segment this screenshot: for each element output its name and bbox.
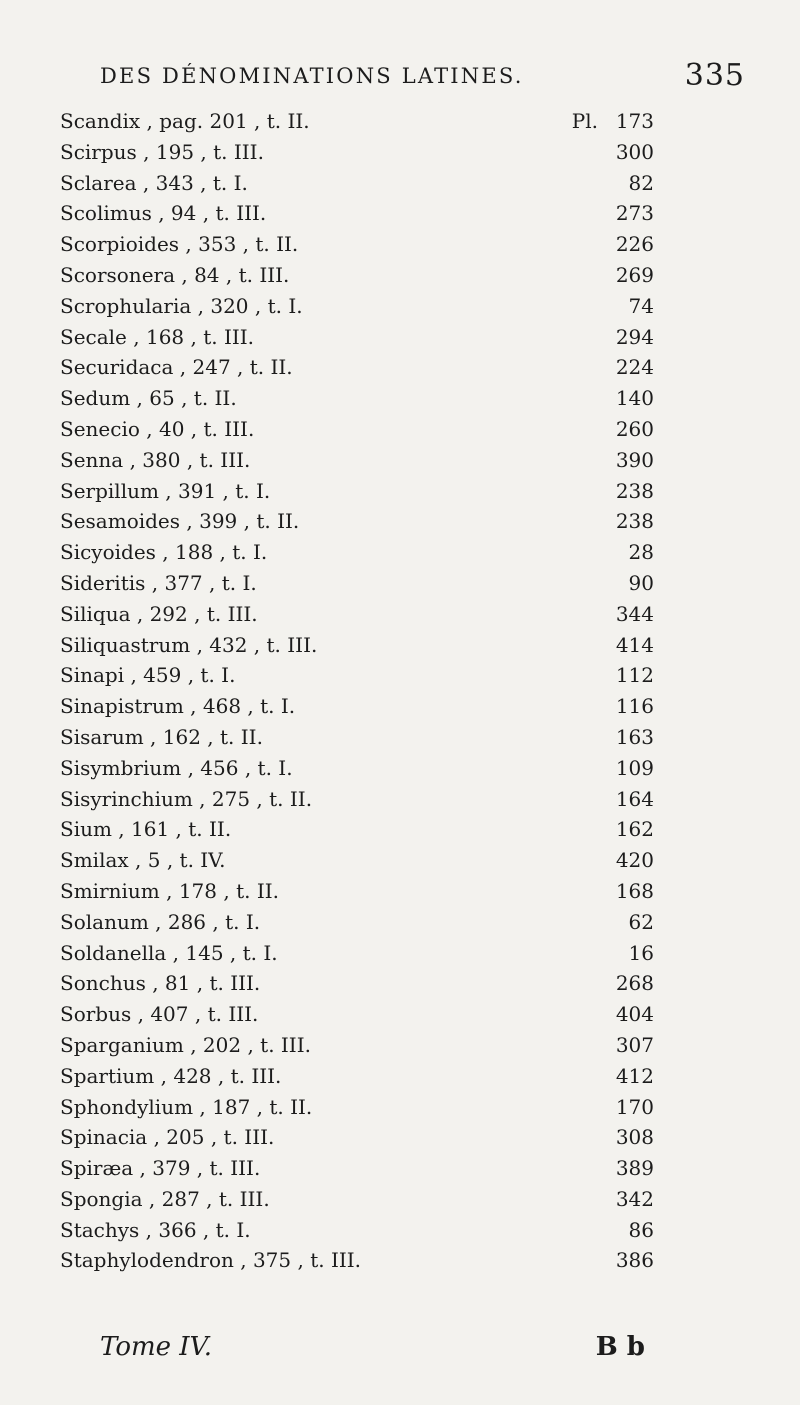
plate-number: 238: [615, 478, 654, 503]
entry-text: Securidaca , 247 , t. II.: [60, 355, 293, 380]
index-entry: [60, 968, 660, 999]
entry-text: Spiræa , 379 , t. III.: [60, 1156, 261, 1181]
entry-text: Smilax , 5 , t. IV.: [60, 848, 226, 873]
entry-text: Sphondylium , 187 , t. II.: [60, 1094, 313, 1119]
plate-number: 414: [615, 632, 654, 657]
index-entry: [60, 168, 660, 199]
index-entry: [60, 599, 660, 630]
entry-text: Spinacia , 205 , t. III.: [60, 1125, 275, 1150]
plate-number: 224: [615, 355, 654, 380]
entry-text: Sinapi , 459 , t. I.: [60, 663, 236, 688]
plate-number: 168: [615, 878, 654, 903]
entry-text: Stachys , 366 , t. I.: [60, 1217, 251, 1242]
entry-text: Sesamoides , 399 , t. II.: [60, 509, 300, 534]
index-entry: [60, 660, 660, 691]
entry-text: Staphylodendron , 375 , t. III.: [60, 1248, 362, 1273]
plate-number: 386: [615, 1248, 654, 1273]
entry-text: Sicyoides , 188 , t. I.: [60, 540, 268, 565]
plate-number: 74: [628, 293, 654, 318]
plate-number: 116: [615, 694, 654, 719]
plate-number: 164: [615, 786, 654, 811]
index-entry: [60, 198, 660, 229]
index-entry: [60, 1061, 660, 1092]
entry-text: Sparganium , 202 , t. III.: [60, 1032, 311, 1057]
page-number: 335: [684, 58, 745, 93]
plate-number: 62: [628, 909, 654, 934]
plate-label: Pl.: [571, 109, 598, 133]
plate-number: 82: [628, 170, 654, 195]
plate-number: 16: [628, 940, 654, 965]
index-entry: [60, 814, 660, 845]
index-entry: [60, 1153, 660, 1184]
plate-number: 86: [628, 1217, 654, 1242]
index-entry: [60, 383, 660, 414]
page-footer: [100, 1332, 660, 1372]
index-entry: [60, 907, 660, 938]
plate-number: 260: [615, 416, 654, 441]
index-entry: [60, 1092, 660, 1123]
index-entry: [60, 137, 660, 168]
plate-number: 420: [615, 848, 654, 873]
index-entry: [60, 291, 660, 322]
plate-number: 109: [615, 755, 654, 780]
index-entry: [60, 938, 660, 969]
page-header: [100, 58, 745, 98]
plate-number: 307: [615, 1032, 654, 1057]
plate-number: 28: [628, 540, 654, 565]
plate-number: 173: [615, 109, 654, 133]
plate-number: 294: [615, 324, 654, 349]
plate-number: 342: [615, 1186, 654, 1211]
entry-text: Sisymbrium , 456 , t. I.: [60, 755, 293, 780]
plate-number: 170: [615, 1094, 654, 1119]
entry-text: Sedum , 65 , t. II.: [60, 386, 237, 411]
plate-number: 404: [615, 1002, 654, 1027]
index-entry: [60, 414, 660, 445]
index-entry: [60, 445, 660, 476]
entry-text: Smirnium , 178 , t. II.: [60, 878, 279, 903]
index-entry: [60, 1215, 660, 1246]
entry-text: Siliqua , 292 , t. III.: [60, 601, 258, 626]
plate-number: 112: [615, 663, 654, 688]
entry-text: Spartium , 428 , t. III.: [60, 1063, 282, 1088]
entry-text: Scorsonera , 84 , t. III.: [60, 262, 290, 287]
index-entry: [60, 1122, 660, 1153]
entry-text: Sideritis , 377 , t. I.: [60, 570, 257, 595]
index-entry: [60, 691, 660, 722]
index-entry: [60, 1245, 660, 1276]
index-entry: [60, 876, 660, 907]
plate-number: 269: [615, 262, 654, 287]
index-entry: [60, 537, 660, 568]
plate-number: 308: [615, 1125, 654, 1150]
entry-text: Scolimus , 94 , t. III.: [60, 201, 267, 226]
index-entry: [60, 568, 660, 599]
index-entry: [60, 352, 660, 383]
plate-number: 268: [615, 971, 654, 996]
entry-text: Scrophularia , 320 , t. I.: [60, 293, 303, 318]
entry-text: Senecio , 40 , t. III.: [60, 416, 255, 441]
index-entry: [60, 106, 660, 137]
entry-text: Scorpioides , 353 , t. II.: [60, 232, 299, 257]
entry-text: Spongia , 287 , t. III.: [60, 1186, 270, 1211]
index-entry: [60, 476, 660, 507]
entry-text: Sorbus , 407 , t. III.: [60, 1002, 259, 1027]
entry-text: Sium , 161 , t. II.: [60, 817, 232, 842]
plate-number: 300: [615, 139, 654, 164]
index-entry: [60, 506, 660, 537]
index-entry: [60, 1030, 660, 1061]
entry-text: Soldanella , 145 , t. I.: [60, 940, 278, 965]
index-entry: [60, 229, 660, 260]
entry-text: Senna , 380 , t. III.: [60, 447, 251, 472]
index-entry: [60, 630, 660, 661]
plate-number: 273: [615, 201, 654, 226]
index-entry: [60, 784, 660, 815]
plate-number: 163: [615, 724, 654, 749]
signature-mark: B b: [595, 1332, 645, 1362]
index-entries: [60, 106, 660, 1276]
plate-number: 162: [615, 817, 654, 842]
entry-text: Sonchus , 81 , t. III.: [60, 971, 261, 996]
entry-text: Siliquastrum , 432 , t. III.: [60, 632, 318, 657]
index-entry: [60, 845, 660, 876]
plate-number: 412: [615, 1063, 654, 1088]
plate-number: 238: [615, 509, 654, 534]
volume-signature: Tome IV.: [100, 1332, 213, 1362]
plate-number: 389: [615, 1156, 654, 1181]
index-entry: [60, 322, 660, 353]
index-entry: [60, 260, 660, 291]
plate-number: 226: [615, 232, 654, 257]
plate-number: 344: [615, 601, 654, 626]
entry-text: Serpillum , 391 , t. I.: [60, 478, 271, 503]
entry-text: Sclarea , 343 , t. I.: [60, 170, 248, 195]
plate-number: 140: [615, 386, 654, 411]
entry-text: Sisarum , 162 , t. II.: [60, 724, 263, 749]
index-entry: [60, 999, 660, 1030]
entry-text: Sinapistrum , 468 , t. I.: [60, 694, 296, 719]
index-entry: [60, 753, 660, 784]
running-title: DES DÉNOMINATIONS LATINES.: [100, 64, 524, 88]
plate-number: 390: [615, 447, 654, 472]
entry-text: Scirpus , 195 , t. III.: [60, 139, 264, 164]
plate-number: 90: [628, 570, 654, 595]
index-entry: [60, 722, 660, 753]
entry-text: Secale , 168 , t. III.: [60, 324, 255, 349]
index-entry: [60, 1184, 660, 1215]
entry-text: Solanum , 286 , t. I.: [60, 909, 261, 934]
entry-text: Scandix , pag. 201 , t. II.: [60, 109, 310, 133]
entry-text: Sisyrinchium , 275 , t. II.: [60, 786, 313, 811]
